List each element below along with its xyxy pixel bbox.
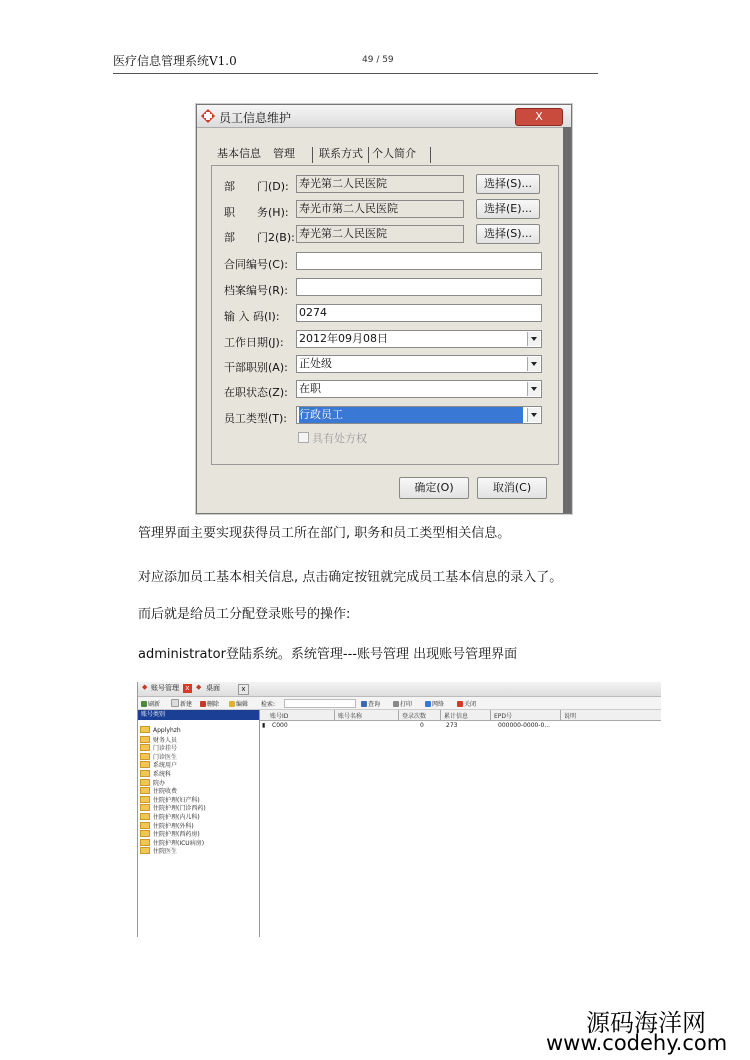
- folder-icon: [140, 839, 150, 846]
- folder-icon: [140, 804, 150, 811]
- chevron-down-icon[interactable]: [527, 382, 540, 396]
- dept-label: 部 门(D):: [224, 180, 289, 193]
- folder-icon: [140, 787, 150, 794]
- new-button[interactable]: 新建: [171, 699, 192, 708]
- chevron-down-icon[interactable]: [527, 408, 540, 422]
- grid-header: [260, 710, 661, 721]
- ok-button[interactable]: 确定(O): [399, 477, 469, 499]
- column-header[interactable]: 登录次数: [402, 713, 427, 720]
- account-management-screenshot: [137, 682, 661, 937]
- duty-field[interactable]: 寿光市第二人民医院: [296, 200, 464, 218]
- select-dept2-button[interactable]: 选择(S)...: [476, 224, 540, 244]
- select-duty-button[interactable]: 选择(E)...: [476, 199, 540, 219]
- cell-login-count: 0: [420, 722, 424, 729]
- input-code-field[interactable]: 0274: [296, 304, 542, 322]
- print-icon: [393, 701, 399, 707]
- tree-item-label: 门诊医生: [153, 753, 178, 761]
- tab-contact[interactable]: 联系方式: [319, 147, 363, 160]
- network-icon: [425, 701, 431, 707]
- tree-item-label: 住院医生: [153, 848, 178, 856]
- search-icon: [361, 701, 367, 707]
- prescribe-label: 具有处方权: [312, 432, 367, 445]
- tab-basic-info[interactable]: 基本信息: [217, 147, 261, 160]
- dialog-title: 员工信息维护: [219, 111, 292, 125]
- column-header[interactable]: 说明: [564, 713, 577, 720]
- close-icon[interactable]: x: [183, 684, 192, 693]
- cancel-button[interactable]: 取消(C): [477, 477, 547, 499]
- window-edge: [563, 127, 571, 513]
- close-window-button[interactable]: 关闭: [457, 699, 476, 708]
- row-marker-icon: ▮: [262, 722, 266, 729]
- work-date-value: 2012年09月08日: [299, 332, 388, 345]
- tab-account-manage[interactable]: 账号管理: [151, 684, 179, 692]
- table-row[interactable]: [260, 722, 661, 731]
- archive-label: 档案编号(R):: [224, 284, 288, 297]
- page-number: 49 / 59: [362, 55, 394, 65]
- duty-label: 职 务(H):: [224, 206, 289, 219]
- tree-item-label: 住院护理(内儿科): [153, 814, 200, 821]
- tab-icon: ◆: [142, 683, 148, 691]
- folder-icon: [140, 830, 150, 837]
- status-select[interactable]: [296, 380, 542, 398]
- tree-item-label: 住院护理(西药房): [153, 831, 200, 839]
- tree-header: 账号类别: [138, 710, 259, 720]
- tree-item[interactable]: [140, 726, 181, 734]
- manage-panel: [211, 165, 559, 465]
- window-tabbar: [138, 682, 661, 697]
- refresh-icon: [141, 701, 147, 707]
- tree-item-label: 系统科: [153, 771, 172, 778]
- rank-value: 正处级: [299, 357, 332, 370]
- app-diamond-icon: [201, 109, 215, 123]
- tree-item-label: 系统用户: [153, 762, 178, 770]
- tree-item-label: 住院收费: [153, 788, 178, 796]
- new-icon: [171, 699, 179, 707]
- status-label: 在职状态(Z):: [224, 386, 288, 399]
- folder-icon: [140, 744, 150, 751]
- folder-icon: [140, 753, 150, 760]
- employee-type-label: 员工类型(T):: [224, 412, 288, 425]
- folder-icon: [140, 822, 150, 829]
- dialog-titlebar: [197, 105, 571, 128]
- input-code-label: 输 入 码(I):: [224, 310, 280, 323]
- prescribe-checkbox[interactable]: [298, 432, 309, 443]
- select-dept-button[interactable]: 选择(S)...: [476, 174, 540, 194]
- tree-item-label: 住院护理(ICU病房): [153, 839, 205, 847]
- query-button[interactable]: 查询: [361, 699, 380, 708]
- toolbar: [138, 697, 661, 710]
- folder-icon: [140, 736, 150, 743]
- work-date-label: 工作日期(J):: [224, 336, 284, 349]
- rank-label: 干部职别(A):: [224, 361, 288, 374]
- folder-icon: [140, 779, 150, 786]
- paragraph-3: 而后就是给员工分配登录账号的操作:: [138, 607, 351, 622]
- column-header[interactable]: 账号名称: [338, 713, 363, 720]
- archive-number-input[interactable]: [296, 278, 542, 296]
- folder-icon: [140, 796, 150, 803]
- tab-manage[interactable]: 管理: [273, 147, 295, 160]
- paragraph-4: administrator登陆系统。系统管理---账号管理 出现账号管理界面: [138, 647, 518, 662]
- work-date-select[interactable]: [296, 330, 542, 348]
- tree-item[interactable]: [140, 846, 177, 855]
- dept2-label: 部 门2(B):: [224, 231, 295, 244]
- dept-field[interactable]: 寿光第二人民医院: [296, 175, 464, 193]
- edit-icon: [229, 701, 235, 707]
- folder-icon: [140, 726, 150, 733]
- tree-item-label: 住院护理(外科): [153, 822, 194, 830]
- delete-button[interactable]: 删除: [200, 699, 219, 708]
- document-header-title: 医疗信息管理系统V1.0: [113, 54, 237, 68]
- tree-item-label: 住院护理(门诊西药): [153, 805, 206, 813]
- contract-label: 合同编号(C):: [224, 258, 288, 271]
- cell-cumulative: 273: [446, 722, 458, 729]
- close-icon[interactable]: x: [238, 684, 249, 695]
- contract-number-input[interactable]: [296, 252, 542, 270]
- cell-epd: 000000-0000-0...: [498, 722, 551, 729]
- header-rule: [113, 73, 598, 74]
- refresh-button[interactable]: 刷新: [141, 699, 160, 708]
- folder-icon: [140, 847, 150, 854]
- network-button[interactable]: 网络: [425, 699, 444, 708]
- employee-type-value: 行政员工: [299, 407, 523, 423]
- folder-icon: [140, 761, 150, 768]
- search-input[interactable]: [284, 699, 356, 708]
- chevron-down-icon[interactable]: [527, 357, 540, 371]
- tab-icon: ◆: [196, 683, 202, 691]
- paragraph-1: 管理界面主要实现获得员工所在部门, 职务和员工类型相关信息。: [138, 526, 511, 541]
- search-label: 检索:: [261, 701, 276, 708]
- employee-type-select[interactable]: [296, 406, 542, 424]
- tree-item-label: Applyhzh: [153, 727, 181, 734]
- rank-select[interactable]: [296, 355, 542, 373]
- folder-icon: [140, 813, 150, 820]
- tab-desktop[interactable]: 桌面: [206, 684, 220, 692]
- watermark-url: www.codehy.com: [546, 1031, 728, 1055]
- close-button[interactable]: X: [515, 108, 563, 126]
- paragraph-2: 对应添加员工基本相关信息, 点击确定按钮就完成员工基本信息的录入了。: [138, 570, 563, 585]
- column-header[interactable]: 累计信息: [444, 713, 469, 720]
- tree-item-label: 院办: [153, 779, 166, 787]
- tab-divider: [430, 147, 431, 163]
- tab-profile[interactable]: 个人简介: [372, 147, 416, 160]
- tab-divider: [368, 147, 369, 163]
- delete-icon: [200, 701, 206, 707]
- edit-button[interactable]: 编辑: [229, 699, 248, 708]
- close-icon: [457, 701, 463, 707]
- dept2-field[interactable]: 寿光第二人民医院: [296, 225, 464, 243]
- tree-item-label: 财务人员: [153, 736, 178, 744]
- column-header[interactable]: EPD号: [494, 713, 513, 720]
- column-header[interactable]: 账号ID: [270, 713, 289, 720]
- folder-icon: [140, 770, 150, 777]
- account-category-tree: [138, 710, 260, 937]
- tree-item-label: 住院护理(妇产科): [153, 796, 200, 804]
- status-value: 在职: [299, 382, 321, 395]
- tab-divider: [312, 147, 313, 163]
- chevron-down-icon[interactable]: [527, 332, 540, 346]
- watermark-text: 源码海洋网: [586, 1009, 706, 1037]
- employee-dialog-screenshot: [196, 104, 572, 514]
- cell-account-id: C000: [272, 722, 288, 729]
- print-button[interactable]: 打印: [393, 699, 412, 708]
- tree-item-label: 门诊挂号: [153, 745, 178, 753]
